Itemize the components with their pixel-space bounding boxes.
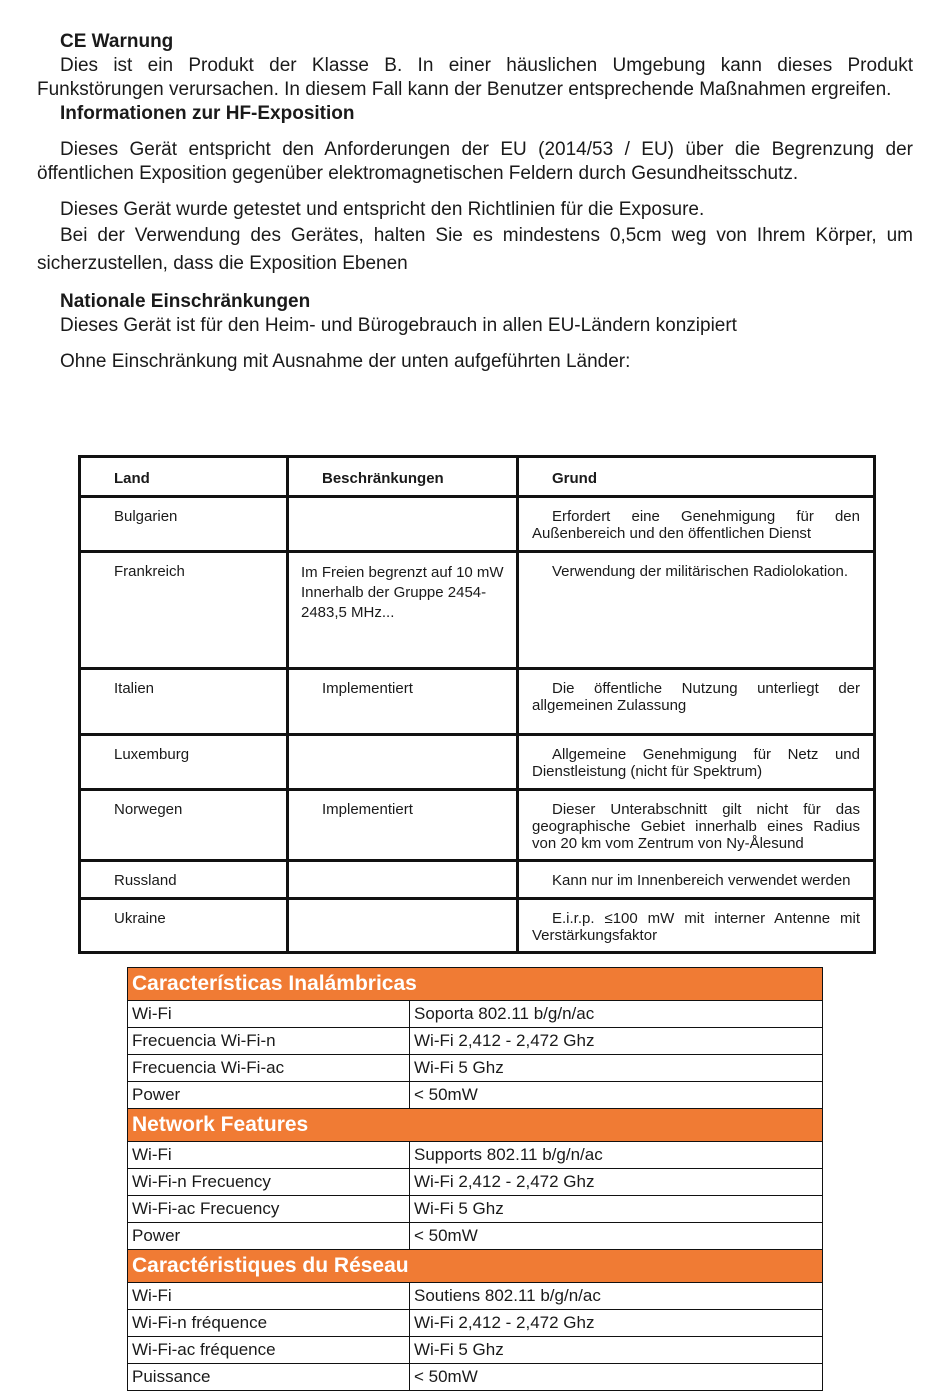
land-cell: Luxemburg: [80, 735, 288, 790]
spec-key: Power: [128, 1082, 410, 1109]
spec-value: Supports 802.11 b/g/n/ac: [410, 1142, 823, 1169]
spec-value: < 50mW: [410, 1364, 823, 1391]
spec-value: Soporta 802.11 b/g/n/ac: [410, 1001, 823, 1028]
land-cell: Russland: [80, 861, 288, 899]
spec-key: Power: [128, 1223, 410, 1250]
spec-row: [128, 1055, 823, 1082]
spec-key: Wi-Fi: [128, 1001, 410, 1028]
section-title-fr: Caractéristiques du Réseau: [128, 1250, 823, 1283]
spec-row: [128, 1001, 823, 1028]
restriction-cell: [288, 899, 518, 953]
rf-tested-paragraph: Dieses Gerät wurde getestet und entspricht den Richtlinien für die Exposure.: [60, 199, 705, 220]
spec-key: Wi-Fi-n Frecuency: [128, 1169, 410, 1196]
restriction-cell: Implementiert: [288, 790, 518, 861]
spec-row: [128, 1337, 823, 1364]
spec-value: Wi-Fi 5 Ghz: [410, 1055, 823, 1082]
table-row: [80, 861, 875, 899]
land-cell: Italien: [80, 669, 288, 735]
header-reason: Grund: [518, 457, 875, 497]
spec-row: [128, 1364, 823, 1391]
restriction-cell: Im Freien begrenzt auf 10 mW Innerhalb der Gruppe 2454-2483,5 MHz...: [288, 552, 518, 669]
national-scope-paragraph: Dieses Gerät ist für den Heim- und Bürogebrauch in allen EU-Ländern konzipiert: [60, 315, 737, 336]
rf-distance-paragraph: Bei der Verwendung des Gerätes, halten Sie es mindestens 0,5cm weg von Ihrem Körper, um sicherzustellen, dass die Exposition Ebenen: [37, 225, 913, 274]
reason-cell: Verwendung der militärischen Radiolokation.: [518, 552, 875, 669]
rf-exposure-heading: Informationen zur HF-Exposition: [60, 103, 355, 124]
spec-section-header: [128, 1109, 823, 1142]
table-row: [80, 669, 875, 735]
header-restrictions: Beschränkungen: [288, 457, 518, 497]
header-land: Land: [80, 457, 288, 497]
reason-cell: E.i.r.p. ≤100 mW mit interner Antenne mit Verstärkungsfaktor: [518, 899, 875, 953]
spec-key: Wi-Fi-ac fréquence: [128, 1337, 410, 1364]
section-title-en: Network Features: [128, 1109, 823, 1142]
table-row: [80, 735, 875, 790]
wireless-specs-table: [127, 967, 823, 1391]
wireless-specs: [127, 967, 823, 1391]
spec-value: Wi-Fi 2,412 - 2,472 Ghz: [410, 1310, 823, 1337]
table-row: [80, 552, 875, 669]
reason-cell: Erfordert eine Genehmigung für den Außenbereich und den öffentlichen Dienst: [518, 497, 875, 552]
spec-row: [128, 1283, 823, 1310]
table-row: [80, 790, 875, 861]
table-row: [80, 497, 875, 552]
land-cell: Ukraine: [80, 899, 288, 953]
document-text: [37, 30, 913, 374]
country-restrictions-table: [78, 455, 876, 954]
land-cell: Bulgarien: [80, 497, 288, 552]
land-cell: Frankreich: [80, 552, 288, 669]
table-header-row: [80, 457, 875, 497]
restriction-cell: Implementiert: [288, 669, 518, 735]
spec-key: Wi-Fi-n fréquence: [128, 1310, 410, 1337]
spec-value: < 50mW: [410, 1082, 823, 1109]
reason-cell: Dieser Unterabschnitt gilt nicht für das geographische Gebiet innerhalb eines Radius von 20 km vom Zentrum von Ny-Ålesund: [518, 790, 875, 861]
national-restrictions-heading: Nationale Einschränkungen: [60, 291, 311, 312]
spec-row: [128, 1142, 823, 1169]
reason-cell: Die öffentliche Nutzung unterliegt der allgemeinen Zulassung: [518, 669, 875, 735]
table-row: [80, 899, 875, 953]
spec-row: [128, 1169, 823, 1196]
spec-key: Wi-Fi: [128, 1283, 410, 1310]
spec-value: Wi-Fi 2,412 - 2,472 Ghz: [410, 1169, 823, 1196]
spec-row: [128, 1310, 823, 1337]
spec-value: Wi-Fi 5 Ghz: [410, 1196, 823, 1223]
spec-value: < 50mW: [410, 1223, 823, 1250]
land-cell: Norwegen: [80, 790, 288, 861]
spec-row: [128, 1028, 823, 1055]
spec-key: Wi-Fi: [128, 1142, 410, 1169]
spec-row: [128, 1196, 823, 1223]
spec-key: Puissance: [128, 1364, 410, 1391]
spec-value: Wi-Fi 5 Ghz: [410, 1337, 823, 1364]
spec-section-header: [128, 1250, 823, 1283]
restriction-cell: [288, 497, 518, 552]
restriction-cell: [288, 861, 518, 899]
spec-value: Wi-Fi 2,412 - 2,472 Ghz: [410, 1028, 823, 1055]
reason-cell: Kann nur im Innenbereich verwendet werden: [518, 861, 875, 899]
spec-row: [128, 1223, 823, 1250]
national-exceptions-paragraph: Ohne Einschränkung mit Ausnahme der unten aufgeführten Länder:: [60, 351, 631, 372]
ce-warning-heading: CE Warnung: [60, 31, 174, 52]
spec-section-header: [128, 968, 823, 1001]
section-title-es: Características Inalámbricas: [128, 968, 823, 1001]
spec-key: Wi-Fi-ac Frecuency: [128, 1196, 410, 1223]
ce-warning-text: Dies ist ein Produkt der Klasse B. In einer häuslichen Umgebung kann dieses Produkt Funkstörungen verursachen. In diesem Fall kann der Benutzer entsprechende Maßnahmen ergreifen.: [37, 55, 913, 100]
spec-key: Frecuencia Wi-Fi-n: [128, 1028, 410, 1055]
spec-key: Frecuencia Wi-Fi-ac: [128, 1055, 410, 1082]
spec-row: [128, 1082, 823, 1109]
reason-cell: Allgemeine Genehmigung für Netz und Dienstleistung (nicht für Spektrum): [518, 735, 875, 790]
restriction-cell: [288, 735, 518, 790]
spec-value: Soutiens 802.11 b/g/n/ac: [410, 1283, 823, 1310]
rf-exposure-paragraph: Dieses Gerät entspricht den Anforderungen der EU (2014/53 / EU) über die Begrenzung der öffentlichen Exposition gegenüber elektromagnetischen Feldern durch Gesundheitsschutz.: [37, 139, 913, 184]
